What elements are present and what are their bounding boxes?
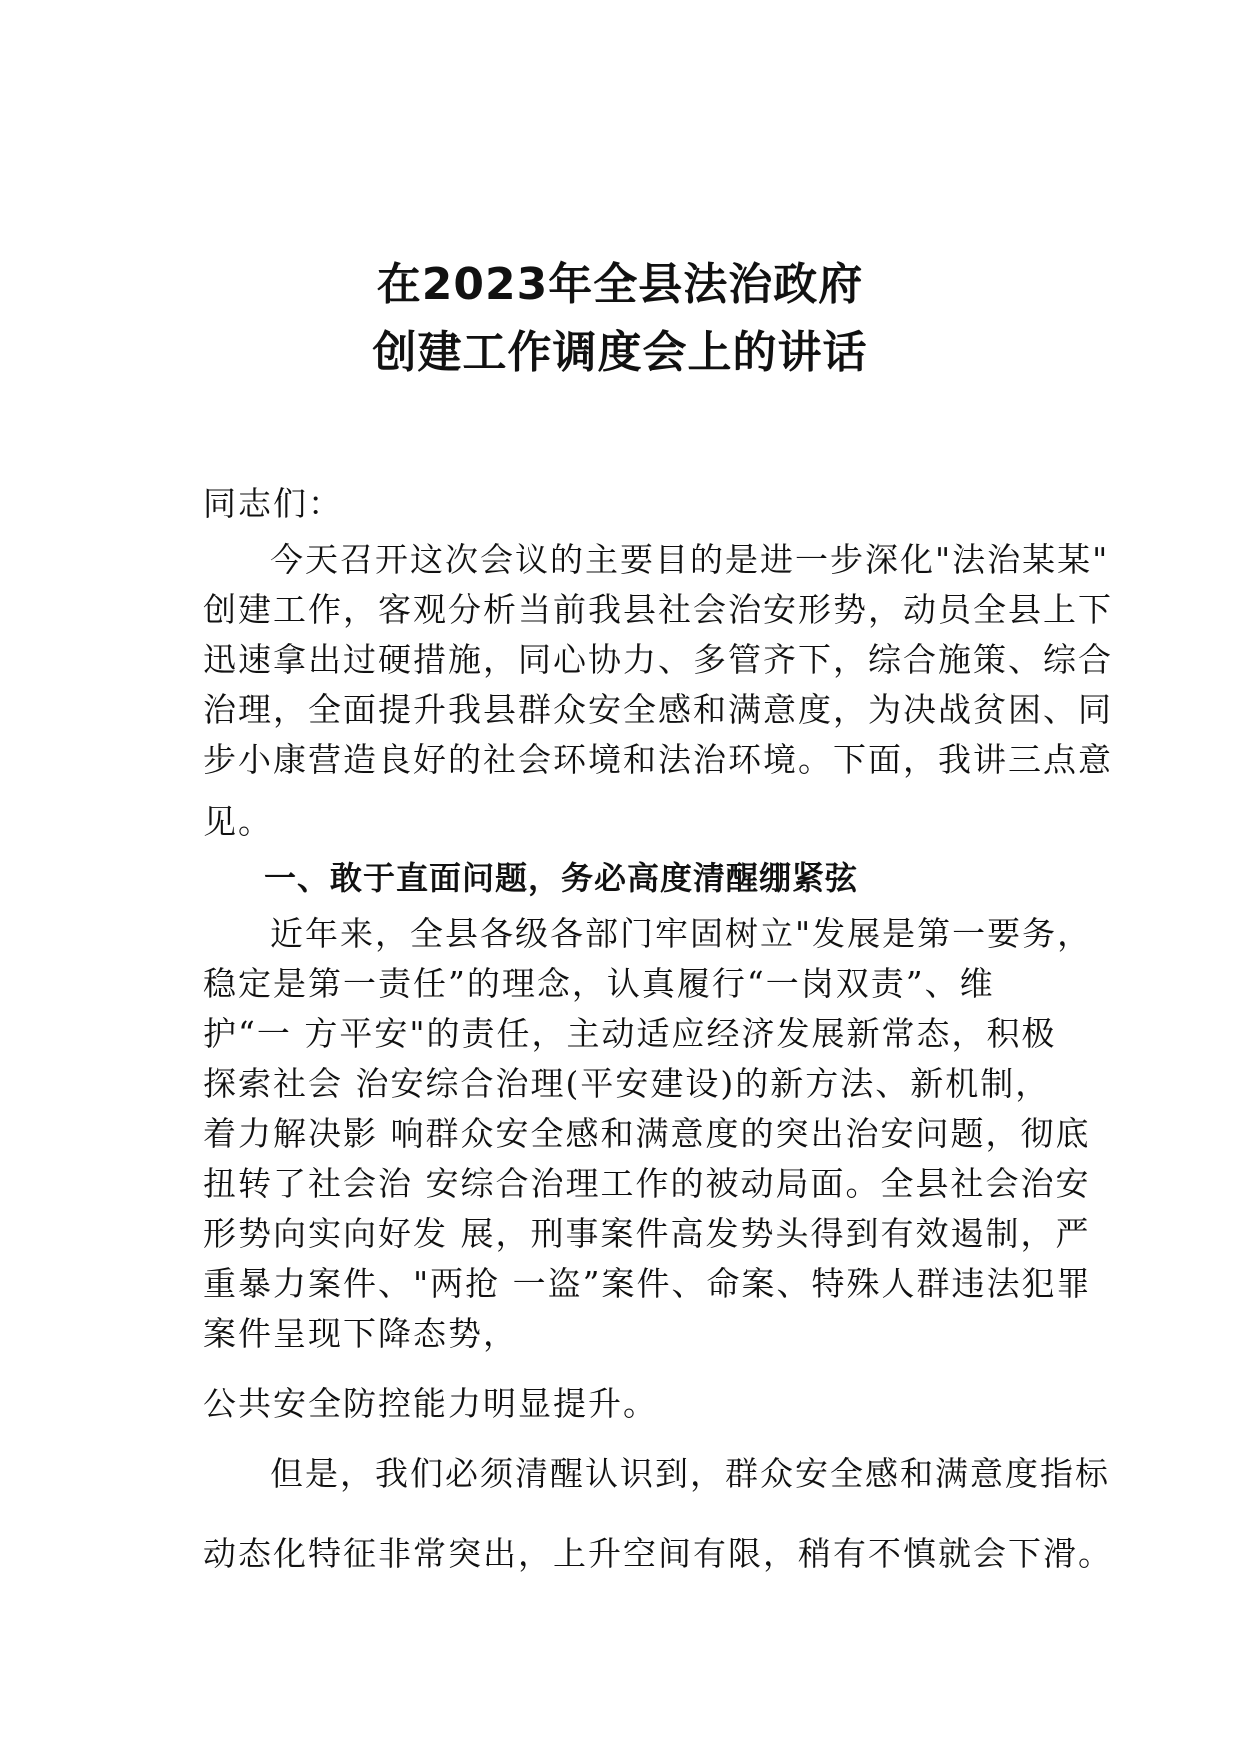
- section-heading: 一、敢于直面问题，务必高度清醒绷紧弦: [264, 859, 859, 897]
- paragraph-line: 今天召开这次会议的主要目的是进一步深化"法治某某": [270, 540, 1110, 579]
- paragraph-line: 但是，我们必须清醒认识到，群众安全感和满意度指标: [270, 1454, 1110, 1493]
- document-title-line-1: 在2023年全县法治政府: [376, 259, 864, 310]
- paragraph-line: 扭转了社会治 安综合治理工作的被动局面。全县社会治安: [203, 1164, 1091, 1203]
- paragraph-line: 案件呈现下降态势，: [203, 1314, 518, 1353]
- paragraph-line: 治理，全面提升我县群众安全感和满意度，为决战贫困、同: [203, 690, 1113, 729]
- paragraph-line: 公共安全防控能力明显提升。: [203, 1384, 658, 1423]
- paragraph-line: 创建工作，客观分析当前我县社会治安形势，动员全县上下: [203, 590, 1113, 629]
- document-title-line-2: 创建工作调度会上的讲话: [372, 327, 868, 378]
- paragraph-line: 重暴力案件、"两抢 一盗”案件、命案、特殊人群违法犯罪: [203, 1264, 1092, 1303]
- paragraph-line: 动态化特征非常突出，上升空间有限，稍有不慎就会下滑。: [203, 1534, 1113, 1573]
- paragraph-line: 步小康营造良好的社会环境和法治环境。下面，我讲三点意: [203, 740, 1113, 779]
- paragraph-line: 护“一 方平安"的责任，主动适应经济发展新常态，积极: [203, 1014, 1057, 1053]
- paragraph-line: 形势向实向好发 展，刑事案件高发势头得到有效遏制，严: [203, 1214, 1091, 1253]
- paragraph-line: 迅速拿出过硬措施，同心协力、多管齐下，综合施策、综合: [203, 640, 1113, 679]
- salutation: 同志们：: [203, 484, 343, 523]
- paragraph-line: 近年来，全县各级各部门牢固树立"发展是第一要务，: [270, 914, 1093, 953]
- paragraph-line: 见。: [203, 802, 273, 841]
- paragraph-line: 稳定是第一责任”的理念，认真履行“一岗双责”、维: [203, 964, 995, 1003]
- paragraph-line: 着力解决影 响群众安全感和满意度的突出治安问题，彻底: [203, 1114, 1091, 1153]
- paragraph-line: 探索社会 治安综合治理(平安建设)的新方法、新机制，: [203, 1064, 1051, 1103]
